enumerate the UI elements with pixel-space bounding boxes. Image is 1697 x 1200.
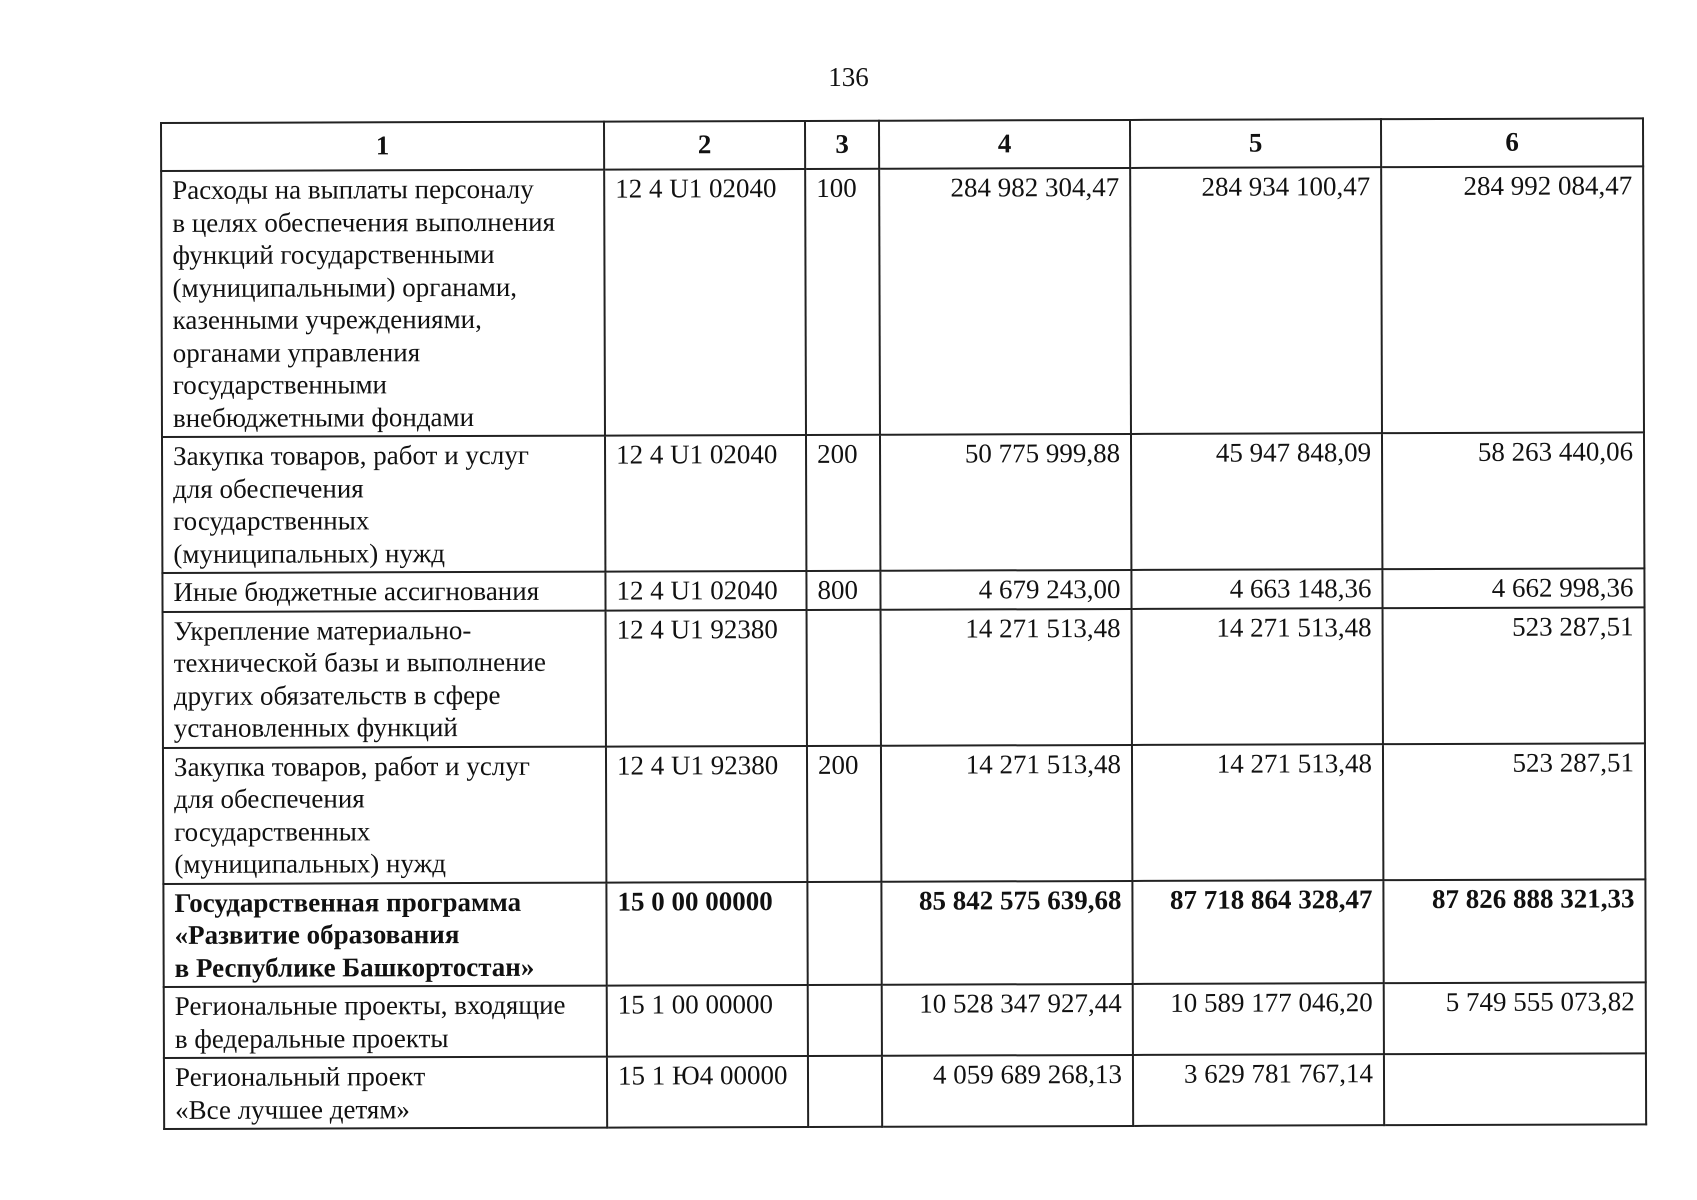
row-name-line: Расходы на выплаты персоналу <box>172 173 534 205</box>
target-code-cell: 15 0 00 00000 <box>606 881 807 985</box>
row-name-line: (муниципальных) нужд <box>173 537 446 569</box>
expense-type-cell <box>808 985 882 1056</box>
column-header-1: 1 <box>161 122 604 171</box>
row-name-line: (муниципальными) органами, <box>172 271 518 303</box>
table-row <box>164 1053 1646 1129</box>
row-name-cell <box>163 882 606 987</box>
row-name-cell <box>161 170 605 437</box>
header-row <box>161 118 1643 171</box>
row-name-line: функций государственными <box>172 238 495 270</box>
row-name-line: установленных функций <box>173 712 458 743</box>
row-name-line: государственных <box>173 505 370 536</box>
target-code-cell: 12 4 U1 02040 <box>605 435 806 572</box>
amount-col6-cell: 523 287,51 <box>1383 607 1645 744</box>
expense-type-cell: 100 <box>805 169 880 435</box>
amount-col5-cell: 4 663 148,36 <box>1131 569 1382 608</box>
row-name-line: Закупка товаров, работ и услуг <box>173 439 529 471</box>
amount-col4-cell: 4 059 689 268,13 <box>882 1055 1133 1127</box>
expense-type-cell <box>807 609 881 745</box>
column-header-2: 2 <box>604 121 805 170</box>
page-number: 136 <box>828 62 869 92</box>
table-row <box>162 432 1644 573</box>
amount-col6-cell <box>1384 1053 1646 1125</box>
amount-col4-cell: 14 271 513,48 <box>881 744 1132 881</box>
row-name-line: в федеральные проекты <box>174 1022 449 1054</box>
amount-col4-cell: 14 271 513,48 <box>881 608 1132 745</box>
row-name-line: технической базы и выполнение <box>173 646 546 678</box>
amount-col4-cell: 85 842 575 639,68 <box>881 880 1132 984</box>
amount-col5-cell: 87 718 864 328,47 <box>1132 880 1383 984</box>
amount-col6-cell: 4 662 998,36 <box>1382 568 1644 607</box>
amount-col5-cell: 284 934 100,47 <box>1130 167 1382 434</box>
row-name-line: в Республике Башкортостан» <box>174 951 535 983</box>
row-name-cell <box>164 986 607 1058</box>
target-code-cell: 12 4 U1 92380 <box>606 609 807 746</box>
amount-col4-cell: 284 982 304,47 <box>879 168 1131 435</box>
target-code-cell: 12 4 U1 02040 <box>605 571 806 610</box>
table-row <box>161 166 1644 437</box>
row-name-line: Региональный проект <box>174 1061 426 1092</box>
amount-col6-cell: 523 287,51 <box>1383 743 1645 880</box>
row-name-cell <box>163 746 606 883</box>
amount-col6-cell: 58 263 440,06 <box>1382 432 1644 569</box>
row-name-line: Укрепление материально- <box>173 614 472 646</box>
row-name-line: Региональные проекты, входящие <box>174 989 566 1021</box>
amount-col4-cell: 4 679 243,00 <box>880 570 1131 609</box>
table-row <box>163 607 1645 748</box>
row-name-line: для обеспечения <box>174 783 365 814</box>
target-code-cell: 12 4 U1 92380 <box>606 745 807 882</box>
row-name-line: для обеспечения <box>173 472 364 504</box>
column-header-3: 3 <box>805 121 879 169</box>
row-name-cell <box>162 436 605 573</box>
row-name-line: в целях обеспечения выполнения <box>172 206 556 238</box>
row-name-cell <box>164 1057 607 1129</box>
row-name-line: Иные бюджетные ассигнования <box>173 575 540 607</box>
amount-col5-cell: 3 629 781 767,14 <box>1133 1054 1384 1126</box>
column-header-6: 6 <box>1381 118 1643 167</box>
row-name-line: государственными <box>172 369 388 400</box>
expense-type-cell <box>808 1056 882 1127</box>
row-name-cell <box>163 610 606 747</box>
row-name-line: (муниципальных) нужд <box>174 848 447 879</box>
table-row <box>162 568 1644 611</box>
expense-type-cell <box>807 881 881 985</box>
table-body <box>161 166 1646 1129</box>
row-name-line: Государственная программа <box>174 886 522 918</box>
amount-col5-cell: 14 271 513,48 <box>1132 608 1383 745</box>
row-name-line: государственных <box>174 815 371 847</box>
amount-col5-cell: 45 947 848,09 <box>1131 433 1382 570</box>
column-header-5: 5 <box>1130 119 1381 168</box>
expense-type-cell: 200 <box>807 745 881 881</box>
amount-col6-cell: 284 992 084,47 <box>1381 166 1644 433</box>
target-code-cell: 15 1 00 00000 <box>607 985 808 1057</box>
row-name-line: «Все лучшее детям» <box>175 1093 410 1125</box>
target-code-cell: 15 1 Ю4 00000 <box>607 1056 808 1128</box>
row-name-line: других обязательств в сфере <box>173 679 501 711</box>
expense-type-cell: 800 <box>806 571 880 610</box>
amount-col5-cell: 14 271 513,48 <box>1132 744 1383 881</box>
table-row <box>163 743 1645 884</box>
budget-table <box>160 117 1647 1130</box>
row-name-cell <box>162 572 605 612</box>
amount-col6-cell: 87 826 888 321,33 <box>1383 879 1645 983</box>
table-row <box>164 982 1646 1058</box>
row-name-line: «Развитие образования <box>174 919 460 950</box>
target-code-cell: 12 4 U1 02040 <box>604 169 806 436</box>
row-name-line: казенными учреждениями, <box>172 303 482 335</box>
amount-col4-cell: 50 775 999,88 <box>880 434 1131 571</box>
column-header-4: 4 <box>879 120 1130 169</box>
amount-col6-cell: 5 749 555 073,82 <box>1384 982 1646 1054</box>
expense-type-cell: 200 <box>806 435 880 571</box>
table-row <box>163 879 1645 987</box>
amount-col4-cell: 10 528 347 927,44 <box>882 984 1133 1056</box>
row-name-line: внебюджетными фондами <box>172 401 475 433</box>
amount-col5-cell: 10 589 177 046,20 <box>1133 983 1384 1055</box>
row-name-line: органами управления <box>172 336 421 368</box>
row-name-line: Закупка товаров, работ и услуг <box>173 750 530 782</box>
